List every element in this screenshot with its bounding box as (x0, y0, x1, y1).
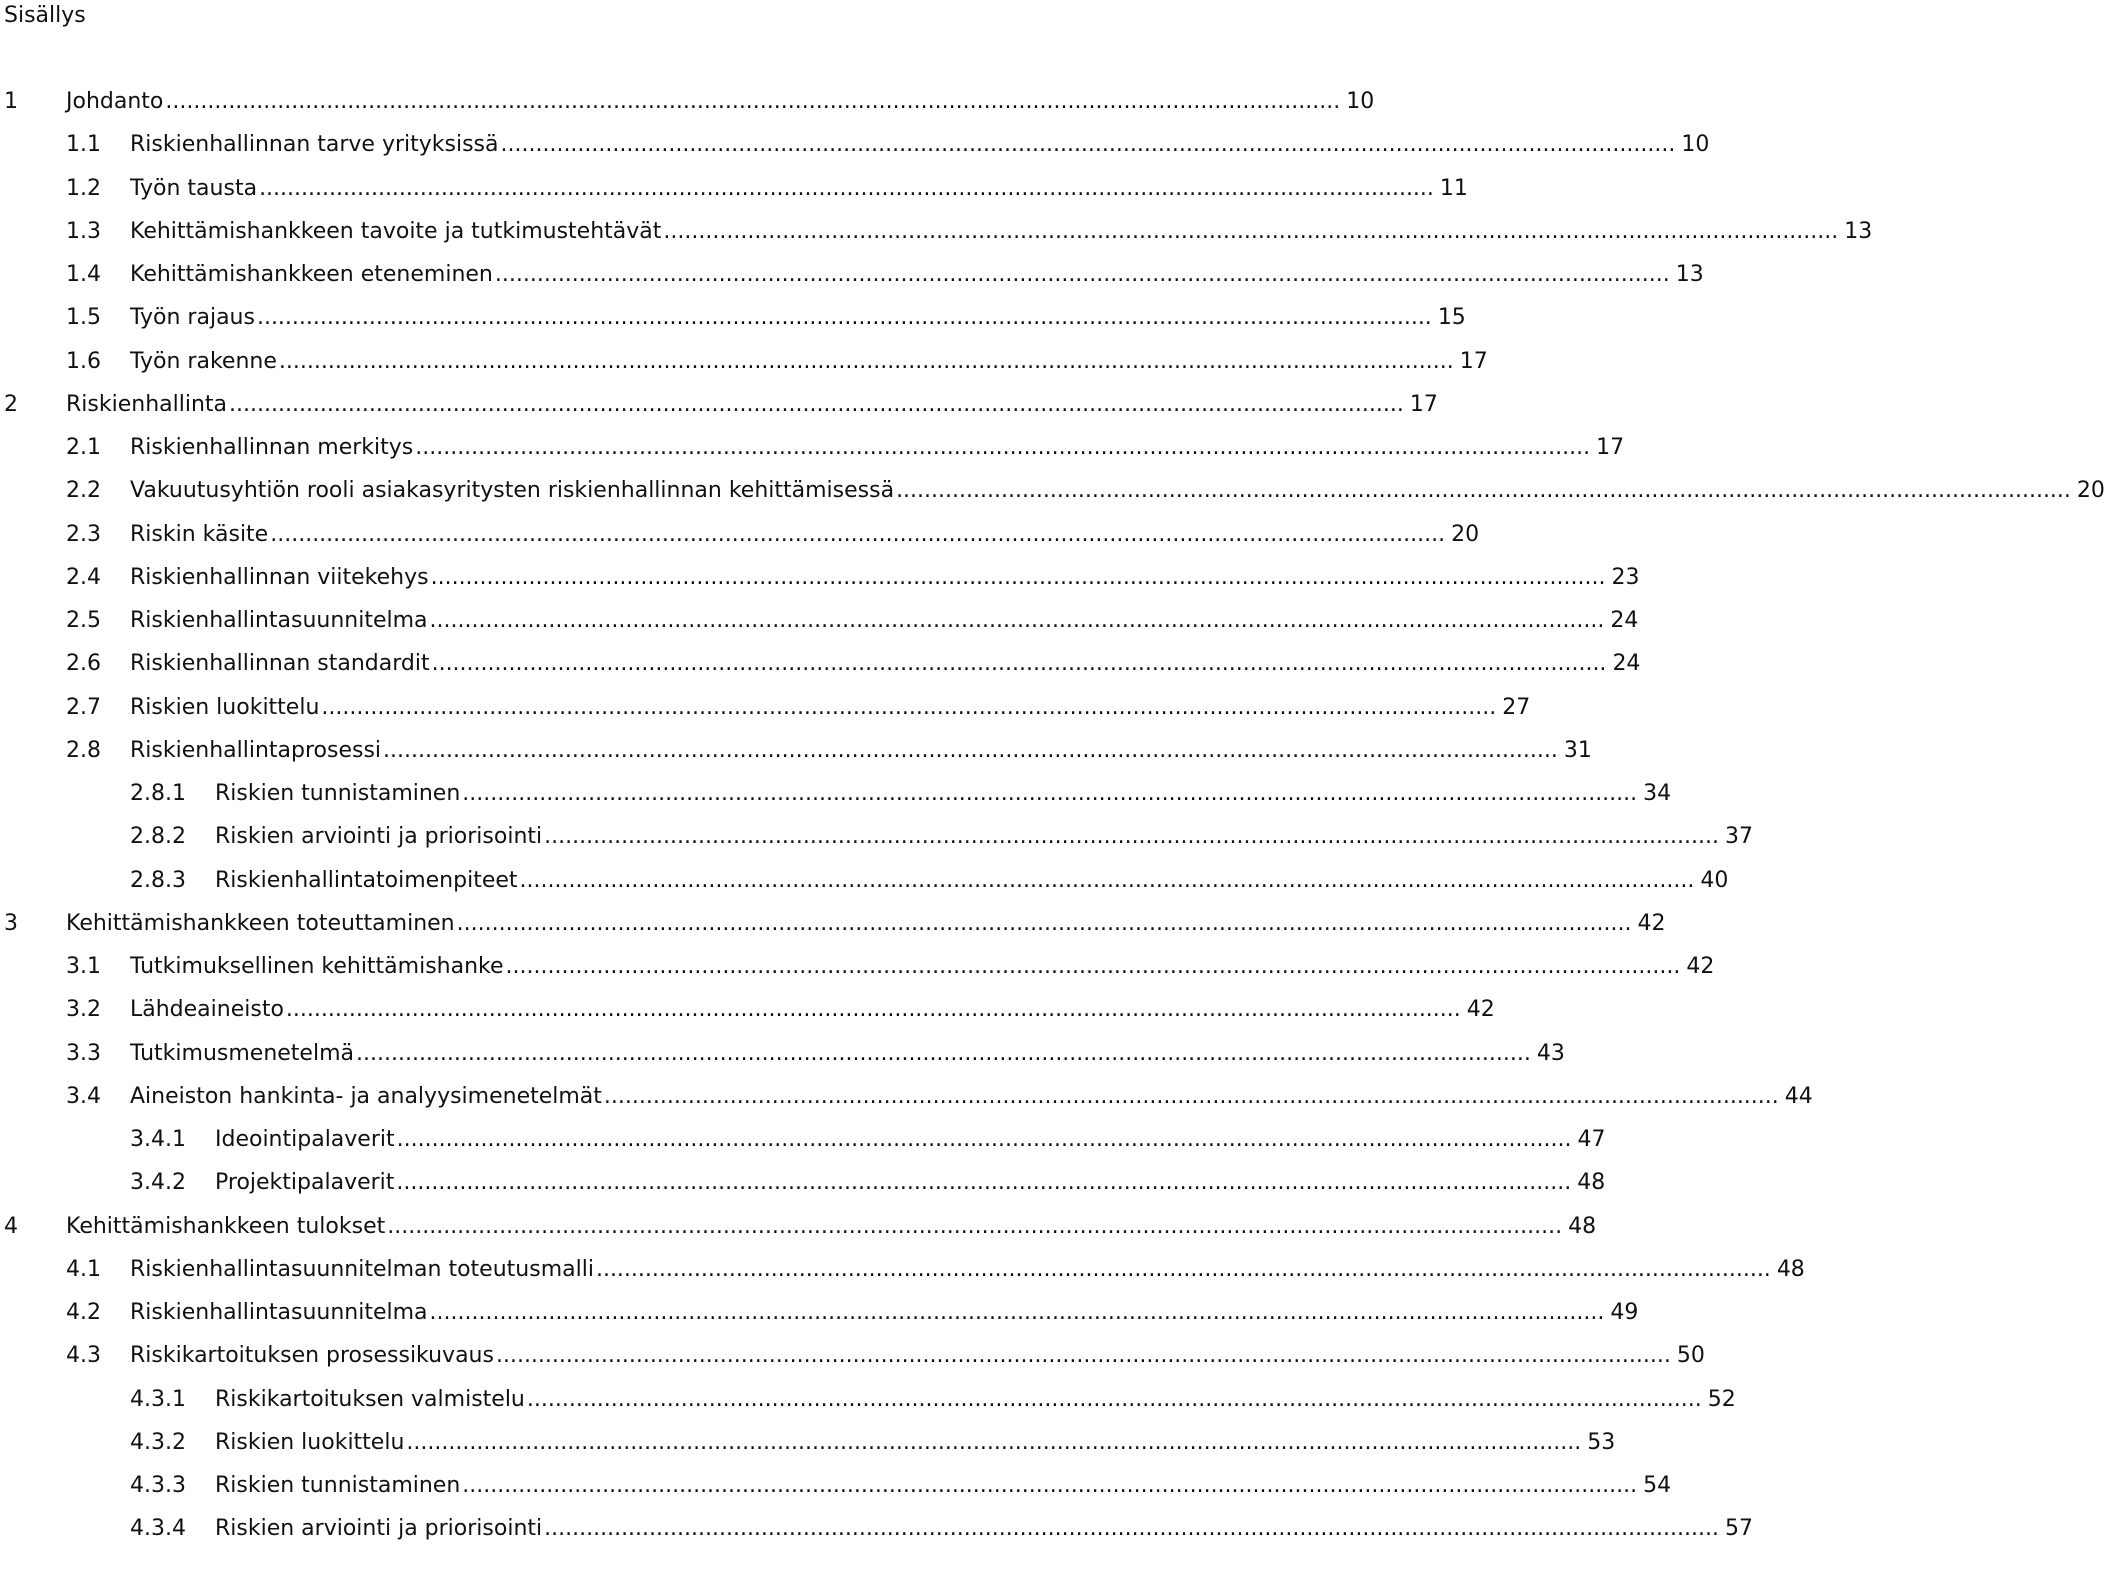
toc-leader: ........................................................................................................................................................................ (259, 175, 1434, 201)
toc-row (0, 1081, 1813, 1113)
toc-entry[interactable] (215, 1513, 1753, 1545)
toc-title: Riskienhallinnan standardit (130, 651, 430, 677)
toc-title: Riskien tunnistaminen (215, 1473, 461, 1498)
toc-row (0, 692, 1531, 724)
toc-number: 3.4.1 (130, 1127, 186, 1152)
toc-row (0, 821, 1753, 853)
toc-leader: ........................................................................................................................................................................ (165, 89, 1341, 114)
toc-number: 2 (4, 391, 18, 417)
page-title: Sisällys (4, 3, 86, 28)
toc-number: 4.3.4 (130, 1516, 186, 1542)
toc-row (0, 1254, 1805, 1286)
toc-row (0, 735, 1592, 767)
toc-page-number: 23 (1611, 564, 1640, 590)
toc-leader: ........................................................................................................................................................................ (603, 1083, 1779, 1109)
toc-number: 1.5 (66, 305, 101, 331)
toc-entry[interactable] (66, 86, 1375, 118)
toc-row (0, 475, 2105, 507)
toc-page-number: 17 (1459, 348, 1488, 374)
toc-entry[interactable] (130, 994, 1495, 1026)
toc-entry[interactable] (130, 1254, 1805, 1286)
toc-number: 4 (4, 1213, 18, 1239)
toc-title: Riskienhallinta (66, 391, 228, 417)
toc-entry[interactable] (130, 735, 1592, 767)
toc-entry[interactable] (130, 173, 1468, 205)
toc-row (0, 1124, 1606, 1156)
toc-entry[interactable] (215, 1167, 1606, 1199)
toc-entry[interactable] (215, 778, 1672, 810)
toc-page-number: 43 (1536, 1040, 1565, 1066)
toc-page-number: 57 (1725, 1516, 1753, 1542)
toc-leader: ........................................................................................................................................................................ (383, 737, 1558, 763)
toc-page-number: 48 (1568, 1213, 1597, 1239)
toc-leader: ........................................................................................................................................................................ (462, 1473, 1638, 1498)
toc-leader: ........................................................................................................................................................................ (256, 305, 1432, 331)
toc-title: Vakuutusyhtiön rooli asiakasyritysten riskienhallinnan kehittämisessä (130, 478, 895, 504)
toc-leader: ........................................................................................................................................................................ (278, 348, 1454, 374)
toc-number: 2.8.2 (130, 824, 186, 850)
toc-number: 4.3 (66, 1343, 101, 1369)
toc-number: 2.2 (66, 478, 101, 504)
toc-entry[interactable] (66, 908, 1666, 940)
toc-title: Kehittämishankkeen toteuttaminen (66, 910, 455, 936)
toc-row (0, 1340, 1705, 1372)
toc-entry[interactable] (215, 1124, 1606, 1156)
toc-page-number: 42 (1466, 997, 1495, 1023)
toc-entry[interactable] (130, 648, 1641, 680)
toc-leader: ........................................................................................................................................................................ (595, 1256, 1771, 1282)
toc-number: 1.1 (66, 132, 101, 158)
toc-title: Riskien arviointi ja priorisointi (215, 824, 543, 850)
toc-title: Ideointipalaverit (215, 1127, 395, 1152)
toc-title: Riskikartoituksen prosessikuvaus (130, 1343, 494, 1369)
toc-title: Lähdeaineisto (130, 997, 284, 1023)
toc-entry[interactable] (215, 1384, 1736, 1416)
toc-title: Työn rajaus (130, 305, 255, 331)
toc-row (0, 1384, 1736, 1416)
toc-page-number: 49 (1610, 1300, 1639, 1325)
toc-leader: ........................................................................................................................................................................ (663, 218, 1839, 244)
toc-leader: ........................................................................................................................................................................ (429, 608, 1605, 633)
toc-title: Riskien arviointi ja priorisointi (215, 1516, 543, 1542)
toc-entry[interactable] (130, 1340, 1705, 1372)
toc-page-number: 27 (1502, 694, 1531, 720)
toc-page-number: 15 (1437, 305, 1466, 331)
toc-row (0, 216, 1873, 248)
toc-row (0, 1513, 1753, 1545)
toc-page-number: 13 (1675, 262, 1704, 287)
toc-leader: ........................................................................................................................................................................ (430, 564, 1606, 590)
toc-leader: ........................................................................................................................................................................ (415, 435, 1591, 460)
toc-entry[interactable] (130, 216, 1873, 248)
toc-title: Riskienhallintasuunnitelman toteutusmalli (130, 1256, 594, 1282)
toc-title: Työn tausta (130, 175, 258, 201)
toc-leader: ........................................................................................................................................................................ (456, 910, 1632, 936)
toc-entry[interactable] (130, 605, 1639, 637)
toc-page-number: 11 (1439, 175, 1468, 201)
toc-number: 3.4 (66, 1083, 101, 1109)
toc-page-number: 20 (2076, 478, 2105, 504)
toc-leader: ........................................................................................................................................................................ (526, 1386, 1702, 1412)
toc-row (0, 908, 1666, 940)
toc-number: 4.3.3 (130, 1473, 186, 1498)
toc-number: 4.2 (66, 1300, 101, 1325)
toc-title: Riskienhallintasuunnitelma (130, 1300, 428, 1325)
toc-leader: ........................................................................................................................................................................ (431, 651, 1607, 677)
toc-title: Riskien luokittelu (215, 1429, 405, 1455)
toc-entry[interactable] (215, 1470, 1672, 1502)
toc-entry[interactable] (130, 129, 1710, 161)
toc-number: 2.5 (66, 608, 101, 633)
toc-number: 1.2 (66, 175, 101, 201)
toc-title: Riskienhallintatoimenpiteet (215, 867, 518, 893)
toc-row (0, 562, 1640, 594)
toc-row (0, 865, 1729, 897)
toc-number: 4.3.1 (130, 1386, 186, 1412)
toc-leader: ........................................................................................................................................................................ (495, 1343, 1671, 1369)
toc-page-number: 53 (1587, 1429, 1616, 1455)
toc-row (0, 994, 1495, 1026)
toc-row (0, 346, 1488, 378)
toc-leader: ........................................................................................................................................................................ (285, 997, 1461, 1023)
toc-page-number: 20 (1451, 521, 1480, 547)
toc-number: 2.4 (66, 564, 101, 590)
toc-row (0, 778, 1672, 810)
toc-page-number: 24 (1612, 651, 1641, 677)
toc-row (0, 605, 1639, 637)
toc-row (0, 648, 1641, 680)
toc-row (0, 389, 1438, 421)
toc-number: 3.1 (66, 954, 101, 979)
toc-entry[interactable] (130, 1038, 1565, 1070)
toc-entry[interactable] (130, 1297, 1639, 1329)
toc-leader: ........................................................................................................................................................................ (462, 781, 1638, 806)
toc-entry[interactable] (130, 519, 1480, 551)
toc-number: 4.3.2 (130, 1429, 186, 1455)
toc-number: 2.7 (66, 694, 101, 720)
toc-number: 2.8 (66, 737, 101, 763)
toc-page-number: 40 (1700, 867, 1729, 893)
toc-number: 1.6 (66, 348, 101, 374)
toc-entry[interactable] (215, 1427, 1616, 1459)
toc-leader: ........................................................................................................................................................................ (270, 521, 1446, 547)
toc-row (0, 1038, 1565, 1070)
toc-entry[interactable] (130, 302, 1466, 334)
toc-page-number: 17 (1409, 391, 1438, 417)
toc-leader: ........................................................................................................................................................................ (494, 262, 1670, 287)
toc-entry[interactable] (66, 389, 1438, 421)
toc-title: Tutkimusmenetelmä (130, 1040, 354, 1066)
toc-title: Tutkimuksellinen kehittämishanke (130, 954, 504, 979)
toc-page-number: 48 (1577, 1170, 1606, 1196)
toc-leader: ........................................................................................................................................................................ (396, 1170, 1572, 1196)
toc-page-number: 50 (1676, 1343, 1705, 1369)
toc-leader: ........................................................................................................................................................................ (896, 478, 2071, 504)
toc-number: 2.8.3 (130, 867, 186, 893)
toc-leader: ........................................................................................................................................................................ (505, 954, 1681, 979)
toc-leader: ........................................................................................................................................................................ (544, 824, 1719, 850)
toc-row (0, 173, 1468, 205)
toc-title: Kehittämishankkeen tavoite ja tutkimustehtävät (130, 218, 662, 244)
toc-page-number: 44 (1784, 1083, 1813, 1109)
toc-title: Riskienhallintasuunnitelma (130, 608, 428, 633)
toc-row (0, 432, 1625, 464)
toc-row (0, 1470, 1672, 1502)
toc-number: 2.1 (66, 435, 101, 460)
toc-title: Riskienhallinnan viitekehys (130, 564, 429, 590)
toc-number: 3.3 (66, 1040, 101, 1066)
toc-number: 4.1 (66, 1256, 101, 1282)
toc-page-number: 42 (1637, 910, 1666, 936)
toc-title: Projektipalaverit (215, 1170, 395, 1196)
toc-leader: ........................................................................................................................................................................ (500, 132, 1676, 158)
toc-row (0, 302, 1466, 334)
toc-entry[interactable] (66, 1211, 1597, 1243)
toc-entry[interactable] (130, 259, 1704, 291)
toc-row (0, 1167, 1606, 1199)
toc-page-number: 10 (1681, 132, 1710, 158)
toc-title: Kehittämishankkeen tulokset (66, 1213, 386, 1239)
toc-title: Riskikartoituksen valmistelu (215, 1386, 525, 1412)
toc-row (0, 259, 1704, 291)
toc-page-number: 47 (1577, 1127, 1606, 1152)
toc-row (0, 129, 1710, 161)
toc-page-number: 34 (1643, 781, 1672, 806)
toc-title: Riskien tunnistaminen (215, 781, 461, 806)
toc-leader: ........................................................................................................................................................................ (406, 1429, 1582, 1455)
toc-title: Aineiston hankinta- ja analyysimenetelmät (130, 1083, 602, 1109)
toc-leader: ........................................................................................................................................................................ (396, 1127, 1572, 1152)
toc-title: Kehittämishankkeen eteneminen (130, 262, 493, 287)
toc-number: 3.4.2 (130, 1170, 186, 1196)
toc-number: 1.3 (66, 218, 101, 244)
toc-number: 2.3 (66, 521, 101, 547)
toc-title: Riskin käsite (130, 521, 269, 547)
toc-entry[interactable] (130, 346, 1488, 378)
toc-title: Riskienhallinnan merkitys (130, 435, 414, 460)
toc-page-number: 48 (1776, 1256, 1805, 1282)
toc-entry[interactable] (130, 951, 1715, 983)
toc-page-number: 52 (1707, 1386, 1736, 1412)
toc-page-number: 37 (1725, 824, 1753, 850)
toc-row (0, 1297, 1639, 1329)
toc-title: Riskien luokittelu (130, 694, 320, 720)
toc-number: 2.6 (66, 651, 101, 677)
toc-page-number: 13 (1844, 218, 1873, 244)
toc-page-number: 17 (1596, 435, 1625, 460)
toc-entry[interactable] (130, 562, 1640, 594)
toc-page-number: 24 (1610, 608, 1639, 633)
toc-leader: ........................................................................................................................................................................ (356, 1040, 1531, 1066)
toc-leader: ........................................................................................................................................................................ (229, 391, 1404, 417)
toc-number: 2.8.1 (130, 781, 186, 806)
toc-entry[interactable] (130, 692, 1531, 724)
toc-row (0, 86, 1375, 118)
toc-entry[interactable] (130, 475, 2105, 507)
toc-title: Johdanto (66, 89, 164, 114)
toc-page-number: 54 (1643, 1473, 1672, 1498)
toc-title: Riskienhallintaprosessi (130, 737, 382, 763)
toc-number: 1 (4, 89, 18, 114)
toc-row (0, 1211, 1597, 1243)
toc-entry[interactable] (215, 865, 1729, 897)
toc-number: 3 (4, 910, 18, 936)
toc-entry[interactable] (130, 432, 1625, 464)
toc-leader: ........................................................................................................................................................................ (429, 1300, 1605, 1325)
toc-entry[interactable] (215, 821, 1753, 853)
toc-leader: ........................................................................................................................................................................ (387, 1213, 1563, 1239)
toc-number: 3.2 (66, 997, 101, 1023)
toc-title: Työn rakenne (130, 348, 277, 374)
toc-leader: ........................................................................................................................................................................ (544, 1516, 1719, 1542)
toc-page-number: 10 (1346, 89, 1375, 114)
toc-title: Riskienhallinnan tarve yrityksissä (130, 132, 499, 158)
toc-page-number: 31 (1563, 737, 1592, 763)
toc-page-number: 42 (1686, 954, 1715, 979)
toc-entry[interactable] (130, 1081, 1813, 1113)
toc-leader: ........................................................................................................................................................................ (321, 694, 1497, 720)
toc-number: 1.4 (66, 262, 101, 287)
toc-row (0, 1427, 1616, 1459)
toc-row (0, 519, 1480, 551)
toc-row (0, 951, 1715, 983)
toc-leader: ........................................................................................................................................................................ (519, 867, 1695, 893)
